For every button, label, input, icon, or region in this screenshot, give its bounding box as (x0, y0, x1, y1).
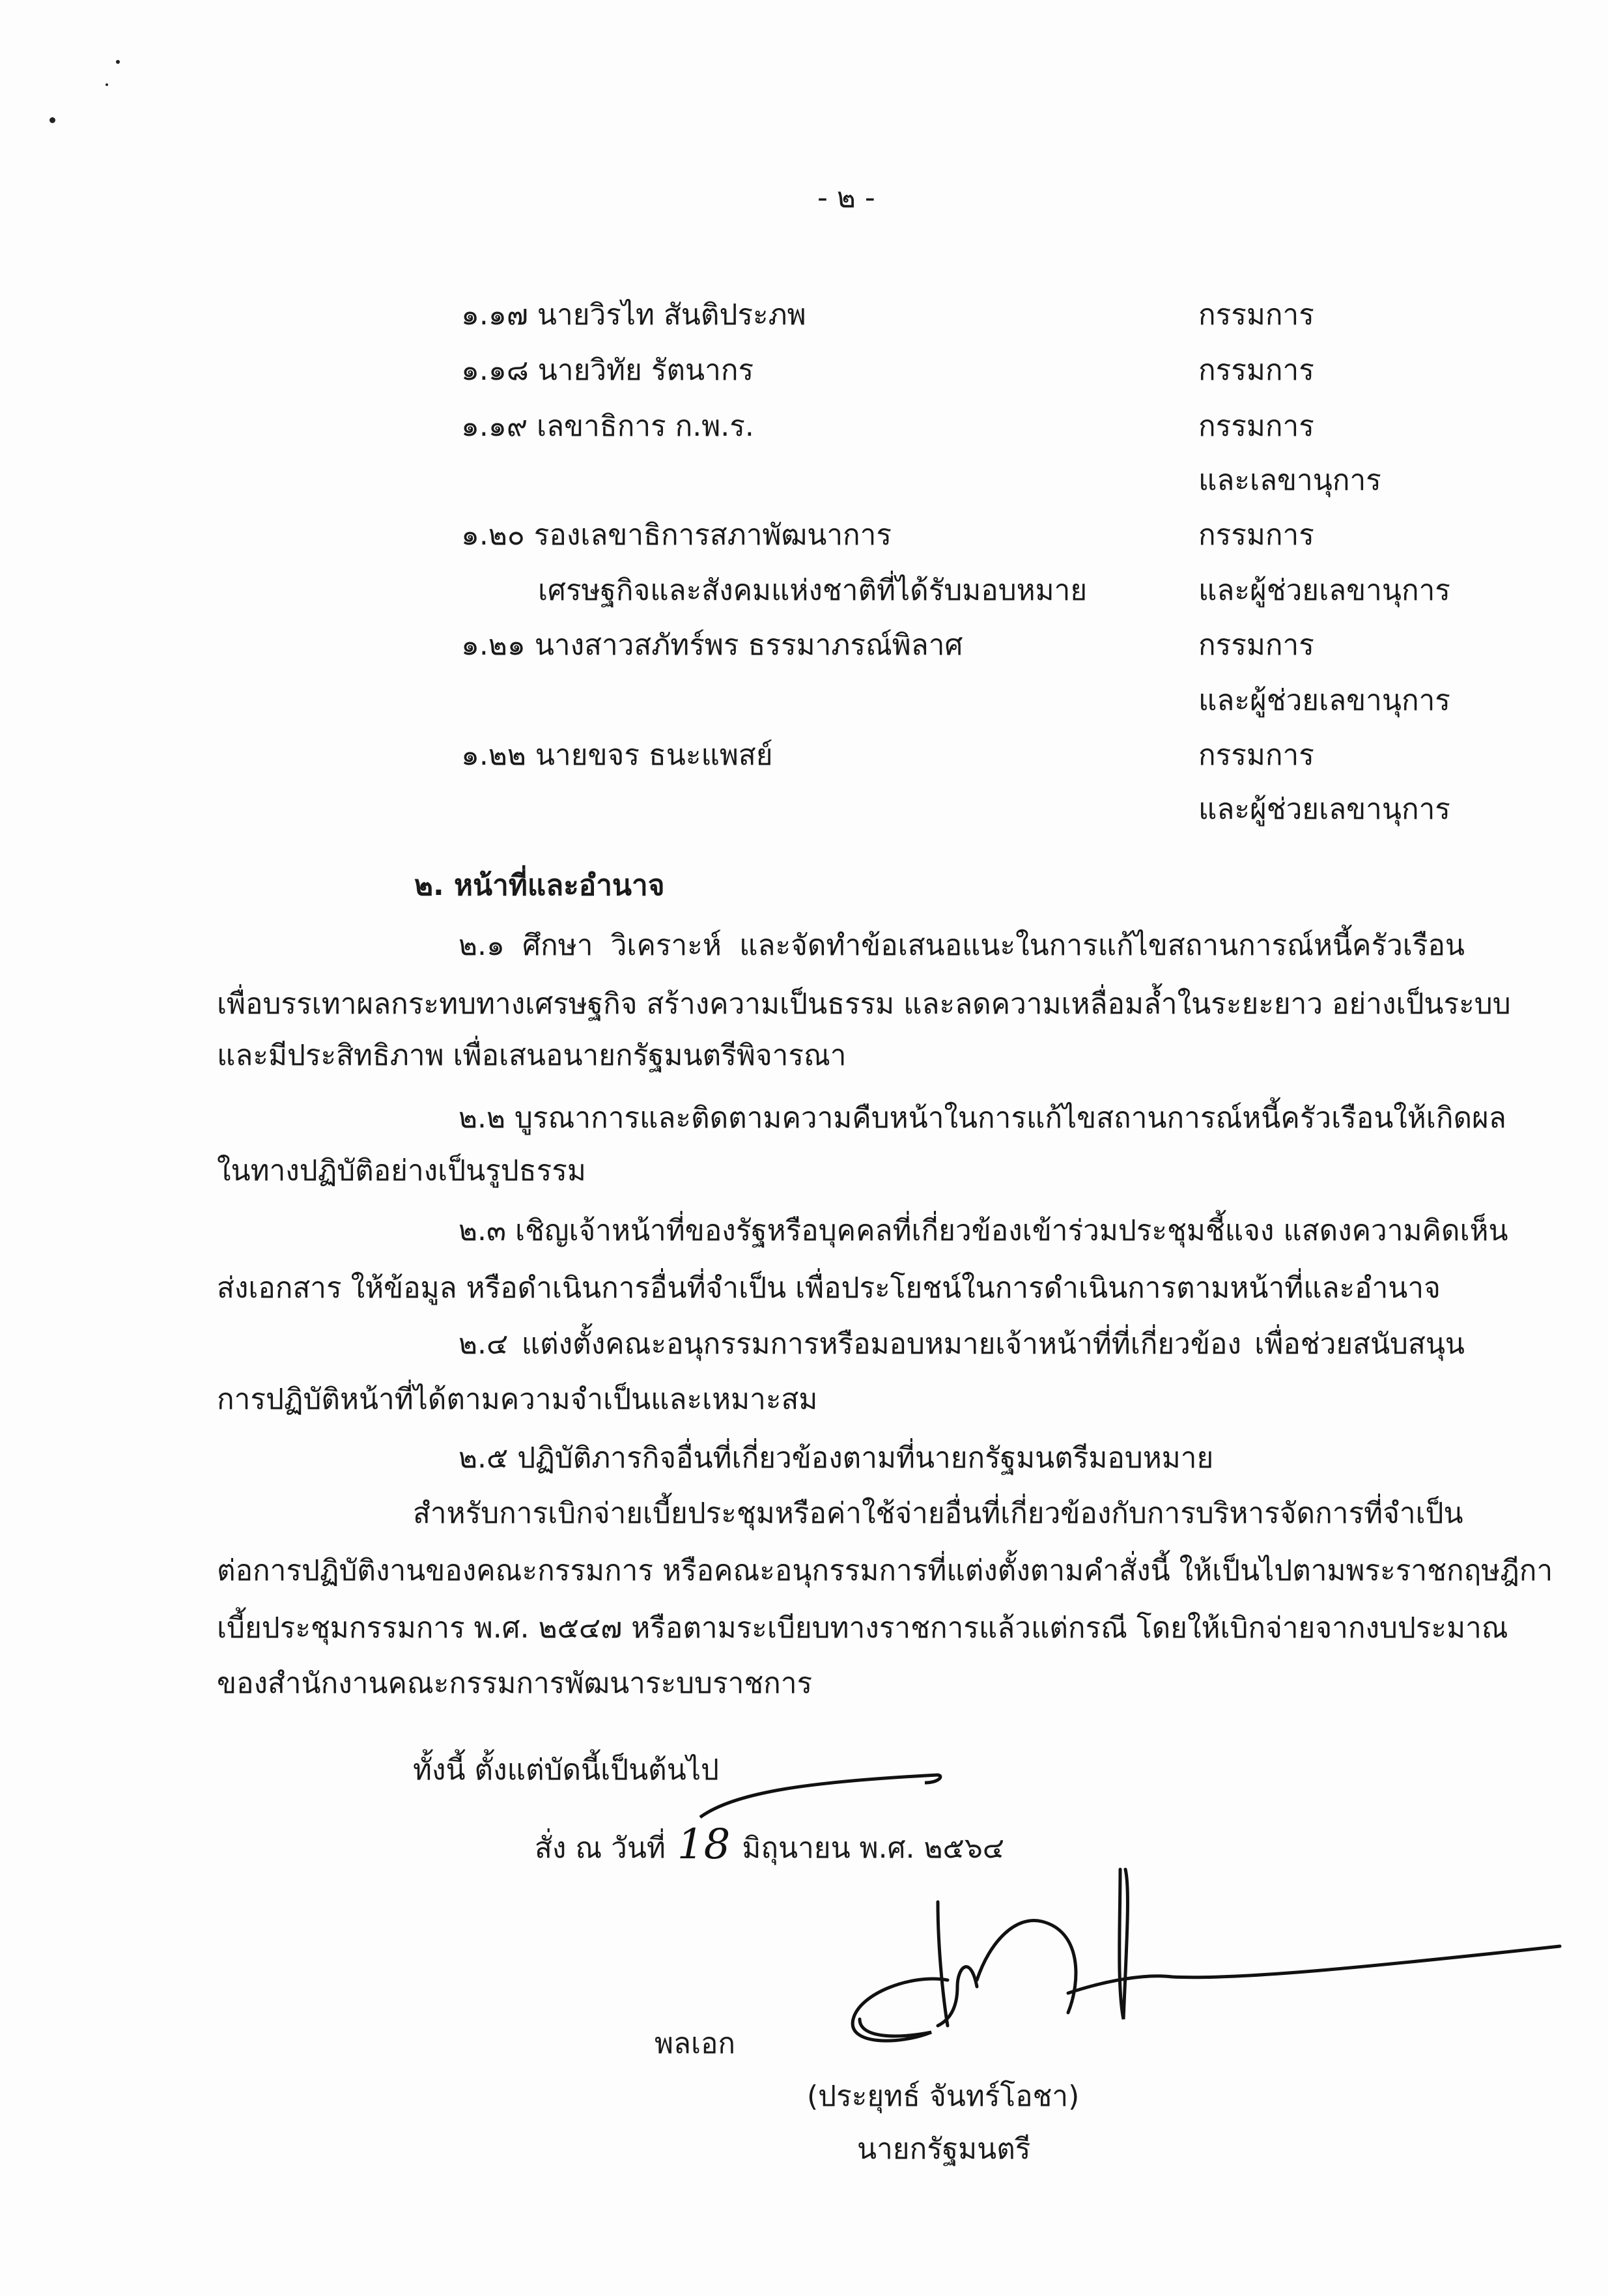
member-name: ๑.๑๗ นายวิรไท สันติประภพ (461, 298, 806, 332)
paragraph-line: ๒.๑ ศึกษา วิเคราะห์ และจัดทำข้อเสนอแนะในการแก้ไขสถานการณ์หนี้ครัวเรือน (458, 929, 1465, 962)
paragraph-line: สำหรับการเบิกจ่ายเบี้ยประชุมหรือค่าใช้จ่ายอื่นที่เกี่ยวข้องกับการบริหารจัดการที่จำเป็น (413, 1497, 1463, 1530)
paragraph-line: การปฏิบัติหน้าที่ได้ตามความจำเป็นและเหมาะสม (217, 1383, 818, 1416)
order-date-line (535, 1821, 1005, 1869)
paragraph-line: ต่อการปฏิบัติงานของคณะกรรมการ หรือคณะอนุกรรมการที่แต่งตั้งตามคำสั่งนี้ ให้เป็นไปตามพระราชกฤษฎีกา (217, 1554, 1553, 1587)
scan-speck (106, 83, 108, 86)
member-role: กรรมการ (1198, 518, 1314, 552)
paragraph-line: ๒.๒ บูรณาการและติดตามความคืบหน้าในการแก้ไขสถานการณ์หนี้ครัวเรือนให้เกิดผล (458, 1101, 1506, 1135)
paragraph-line: และมีประสิทธิภาพ เพื่อเสนอนายกรัฐมนตรีพิจารณา (217, 1039, 847, 1072)
member-role: กรรมการ (1198, 354, 1314, 387)
paragraph-line: ๒.๔ แต่งตั้งคณะอนุกรรมการหรือมอบหมายเจ้าหน้าที่ที่เกี่ยวข้อง เพื่อช่วยสนับสนุน (458, 1327, 1465, 1361)
paragraph-line: ของสำนักงานคณะกรรมการพัฒนาระบบราชการ (217, 1667, 813, 1700)
date-day-handwritten: 18 (677, 1821, 731, 1869)
paragraph-line: ส่งเอกสาร ให้ข้อมูล หรือดำเนินการอื่นที่จำเป็น เพื่อประโยชน์ในการดำเนินการตามหน้าที่และอำนาจ (217, 1271, 1441, 1305)
signature (853, 1869, 1560, 2041)
member-role: และผู้ช่วยเลขานุการ (1198, 684, 1450, 717)
member-role: กรรมการ (1198, 298, 1314, 332)
paragraph-line: ๒.๕ ปฏิบัติภารกิจอื่นที่เกี่ยวข้องตามที่นายกรัฐมนตรีมอบหมาย (458, 1441, 1214, 1475)
member-role: กรรมการ (1198, 410, 1314, 443)
effective-statement: ทั้งนี้ ตั้งแต่บัดนี้เป็นต้นไป (413, 1753, 719, 1787)
signatory-name: (ประยุทธ์ จันทร์โอชา) (807, 2080, 1080, 2113)
section-heading: ๒. หน้าที่และอำนาจ (414, 869, 665, 902)
member-name: ๑.๑๙ เลขาธิการ ก.พ.ร. (461, 410, 754, 443)
date-flourish (700, 1775, 940, 1817)
paragraph-line: เพื่อบรรเทาผลกระทบทางเศรษฐกิจ สร้างความเป็นธรรม และลดความเหลื่อมล้ำในระยะยาว อย่างเป็นระบบ (217, 987, 1511, 1021)
member-role: และเลขานุการ (1198, 464, 1381, 497)
member-role: และผู้ช่วยเลขานุการ (1198, 574, 1450, 607)
date-prefix: สั่ง ณ วันที่ (535, 1832, 666, 1865)
member-name: ๑.๒๒ นายขจร ธนะแพสย์ (461, 739, 773, 772)
member-name: ๑.๑๘ นายวิทัย รัตนากร (461, 354, 754, 387)
scan-speck (49, 117, 55, 123)
paragraph-line: เบี้ยประชุมกรรมการ พ.ศ. ๒๕๔๗ หรือตามระเบียบทางราชการแล้วแต่กรณี โดยให้เบิกจ่ายจากงบประมาณ (217, 1611, 1508, 1645)
member-name-continued: เศรษฐกิจและสังคมแห่งชาติที่ได้รับมอบหมาย (538, 574, 1088, 607)
date-suffix: มิถุนายน พ.ศ. ๒๕๖๔ (742, 1832, 1005, 1865)
member-name: ๑.๒๐ รองเลขาธิการสภาพัฒนาการ (461, 518, 892, 552)
rank: พลเอก (655, 2027, 736, 2060)
paragraph-line: ในทางปฏิบัติอย่างเป็นรูปธรรม (217, 1154, 586, 1187)
page-number: - ๒ - (817, 181, 875, 214)
signatory-title: นายกรัฐมนตรี (857, 2133, 1031, 2166)
member-role: กรรมการ (1198, 739, 1314, 772)
member-name: ๑.๒๑ นางสาวสภัทร์พร ธรรมาภรณ์พิลาศ (461, 629, 963, 662)
paragraph-line: ๒.๓ เชิญเจ้าหน้าที่ของรัฐหรือบุคคลที่เกี่ยวข้องเข้าร่วมประชุมชี้แจง แสดงความคิดเห็น (458, 1214, 1508, 1247)
scan-speck (116, 60, 120, 64)
member-role: กรรมการ (1198, 629, 1314, 662)
member-role: และผู้ช่วยเลขานุการ (1198, 793, 1450, 826)
